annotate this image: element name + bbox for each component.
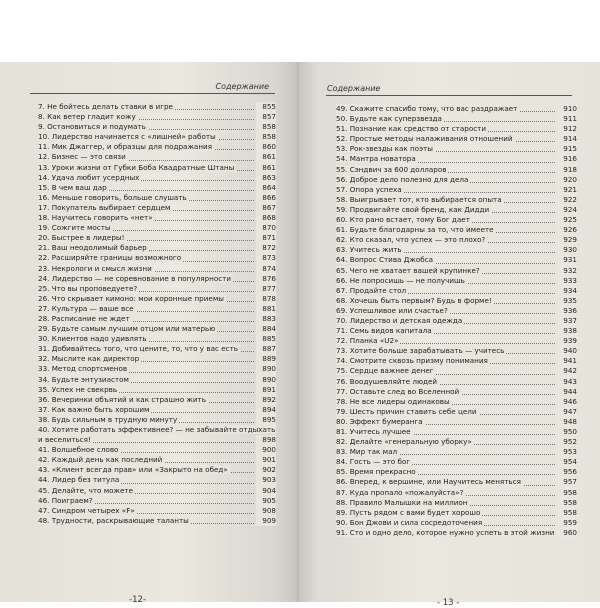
toc-entry-title: 24. Лидерство — не соревнование в популярности <box>38 273 232 283</box>
toc-entry-page: 944 <box>557 387 577 397</box>
toc-entry-title: 76. Воодушевляйте людей <box>336 376 438 386</box>
toc-entry <box>336 477 577 487</box>
toc-entry-page: 881 <box>256 304 276 314</box>
toc-entry-title: 36. Вечеринки объятий и как страшно жить <box>38 394 206 404</box>
toc-entry-page: 861 <box>256 163 276 173</box>
toc-entry <box>336 447 577 457</box>
toc-entry-title: 18. Научитесь говорить «нет» <box>38 213 153 223</box>
toc-entry-title: 38. Будь сильным в трудную минуту <box>38 414 178 424</box>
toc-entry-page: 904 <box>256 486 276 496</box>
left-page <box>0 62 299 605</box>
toc-entry <box>336 508 577 518</box>
toc-entry <box>38 304 276 314</box>
toc-entry-title: 66. Не попросишь — не получишь <box>336 275 465 285</box>
toc-entry-title: 79. Шесть причин ставить себе цели <box>336 406 477 416</box>
toc-entry-title: 73. Хотите больше зарабатывать — учитесь <box>336 346 505 356</box>
toc-entry-page: 885 <box>256 334 276 344</box>
toc-entry-title: 20. Быстрее в лидеры! <box>38 233 125 243</box>
toc-entry-title: 17. Покупатель выбирает сердцем <box>38 202 171 212</box>
toc-entry <box>336 387 577 397</box>
toc-entry-page: 911 <box>557 114 577 124</box>
toc-entry-title: 43. «Клиент всегда прав» или «Закрыто на обед» <box>38 465 228 475</box>
toc-entry-page: 894 <box>256 405 276 415</box>
toc-entry-title: 90. Бон Джови и сила сосредоточения <box>336 517 483 527</box>
toc-entry <box>38 122 276 132</box>
toc-entry-page: 947 <box>557 407 577 417</box>
toc-entry-title: 15. В чем ваш дар <box>38 182 107 192</box>
toc-entry-title: 91. Сто и одно дело, которое нужно успеть в этой жизни <box>336 527 555 537</box>
toc-entry-page: 908 <box>256 506 276 516</box>
toc-entry-title: 42. Каждый день как последний <box>38 455 163 465</box>
toc-entry-title: 47. Синдром четырех «F» <box>38 505 135 515</box>
toc-entry <box>336 134 577 144</box>
toc-entry-title: 50. Будьте как суперзвезда <box>336 114 442 124</box>
toc-entry <box>38 264 276 274</box>
toc-entry <box>38 364 276 374</box>
toc-entry-title: 82. Делайте «генеральную уборку» <box>336 437 472 447</box>
toc-entry-page: 890 <box>256 375 276 385</box>
toc-entry <box>38 183 276 193</box>
toc-entry <box>336 245 577 255</box>
toc-entry-title: 78. Не все лидеры одинаковы <box>336 396 450 406</box>
toc-entry <box>38 314 276 324</box>
toc-entry-page: 876 <box>256 274 276 284</box>
toc-entry-page: 902 <box>256 465 276 475</box>
toc-entry <box>336 195 577 205</box>
toc-entry-title: 9. Остановиться и подумать <box>38 122 146 132</box>
toc-entry-page: 872 <box>256 243 276 253</box>
right-toc-list <box>336 104 577 538</box>
toc-entry-title: 54. Мантра новатора <box>336 154 416 164</box>
toc-entry-page: 941 <box>557 356 577 366</box>
right-page-header: Содержание <box>327 84 381 93</box>
toc-entry <box>336 498 577 508</box>
toc-entry <box>38 112 276 122</box>
toc-entry <box>336 346 577 356</box>
toc-entry-title: 28. Расписание не ждет <box>38 313 130 323</box>
toc-entry <box>38 415 276 425</box>
toc-entry-title: 11. Мик Джаггер, и образцы для подражания <box>38 142 213 152</box>
toc-entry <box>38 243 276 253</box>
toc-entry-title: 51. Познание как средство от старости <box>336 124 487 134</box>
toc-entry-page: 891 <box>256 385 276 395</box>
toc-entry-page: 870 <box>256 223 276 233</box>
toc-entry-page: 863 <box>256 173 276 183</box>
toc-entry-title: 88. Правило Малышки на миллион <box>336 497 468 507</box>
toc-entry-title: 26. Что скрывает кимоно: мои коронные приемы <box>38 293 224 303</box>
toc-entry <box>38 284 276 294</box>
toc-entry <box>336 225 577 235</box>
toc-entry-page: 933 <box>557 276 577 286</box>
toc-entry <box>336 114 577 124</box>
toc-entry <box>336 215 577 225</box>
toc-entry <box>38 274 276 284</box>
toc-entry-title: 30. Клиентов надо удивлять <box>38 334 147 344</box>
toc-entry-page: 934 <box>557 286 577 296</box>
toc-entry-page: 946 <box>557 397 577 407</box>
toc-entry <box>38 193 276 203</box>
toc-entry-page: 952 <box>557 437 577 447</box>
toc-entry-title: 40. Хотите работать эффективнее? — не забывайте отдыхать <box>38 425 276 434</box>
toc-entry <box>38 142 276 152</box>
toc-entry <box>336 326 577 336</box>
toc-entry-title: 52. Простые методы налаживания отношений <box>336 134 513 144</box>
toc-entry-title: 7. Не бойтесь делать ставки в игре <box>38 102 173 111</box>
toc-entry-page: 960 <box>557 528 577 538</box>
toc-entry <box>38 324 276 334</box>
toc-entry-title: 65. Чего не хватает вашей крупинке? <box>336 265 480 275</box>
toc-entry-page: 892 <box>256 395 276 405</box>
toc-entry-title: 70. Лидерство и детская одежда <box>336 315 463 325</box>
toc-entry <box>38 435 276 445</box>
toc-entry <box>38 163 276 173</box>
toc-entry-page: 950 <box>557 427 577 437</box>
toc-entry-title: 37. Как важно быть хорошим <box>38 404 150 414</box>
toc-entry <box>336 104 577 114</box>
toc-entry-page: 868 <box>256 213 276 223</box>
toc-entry-page: 867 <box>256 203 276 213</box>
toc-entry-page: 871 <box>256 233 276 243</box>
toc-entry-page: 938 <box>557 326 577 336</box>
toc-entry <box>336 124 577 134</box>
toc-entry-title: 22. Расширяйте границы возможного <box>38 253 182 263</box>
toc-entry <box>336 467 577 477</box>
toc-entry-page: 889 <box>256 354 276 364</box>
toc-entry-title: 10. Лидерство начинается с «лишней» работы <box>38 132 216 142</box>
toc-entry-title: 55. Сэндвич за 600 долларов <box>336 164 447 174</box>
toc-entry-title: 77. Оставьте след во Вселенной <box>336 386 460 396</box>
toc-entry-title: 64. Вопрос Стива Джобса <box>336 255 434 265</box>
toc-entry-page: 901 <box>256 455 276 465</box>
toc-entry-title: 71. Семь видов капитала <box>336 326 432 336</box>
toc-entry-page: 874 <box>256 264 276 274</box>
toc-entry-title: 62. Кто сказал, что успех — это плохо? <box>336 235 486 245</box>
toc-entry-title: 49. Скажите спасибо тому, что вас раздражает <box>336 104 518 113</box>
toc-entry-title: 14. Удача любит усердных <box>38 172 140 182</box>
toc-entry-page: 924 <box>557 205 577 215</box>
toc-entry <box>336 377 577 387</box>
toc-entry-title: 67. Продайте стол <box>336 285 407 295</box>
left-page-header: Содержание <box>215 82 269 91</box>
toc-entry-page: 909 <box>256 516 276 526</box>
toc-entry-page: 914 <box>557 134 577 144</box>
toc-entry <box>38 405 276 415</box>
toc-entry <box>38 425 276 435</box>
toc-entry <box>336 356 577 366</box>
toc-entry-title: 31. Добивайтесь того, что цените, то, что у вас есть <box>38 344 239 354</box>
toc-entry <box>38 465 276 475</box>
toc-entry-title: 23. Некрологи и смысл жизни <box>38 263 152 273</box>
toc-entry-page: 958 <box>557 498 577 508</box>
toc-entry-title: 53. Рок-звезды как поэты <box>336 144 433 154</box>
toc-entry-page: 956 <box>557 467 577 477</box>
left-header-rule <box>30 93 275 94</box>
toc-entry-page: 910 <box>557 104 577 114</box>
toc-entry <box>336 336 577 346</box>
toc-entry-page: 937 <box>557 316 577 326</box>
right-header-rule <box>326 95 572 96</box>
toc-entry <box>38 475 276 485</box>
toc-entry <box>38 233 276 243</box>
toc-entry <box>336 175 577 185</box>
toc-entry <box>336 255 577 265</box>
toc-entry-title: 61. Будьте благодарны за то, что имеете <box>336 225 494 235</box>
toc-entry-title: 19. Сожгите мосты <box>38 223 111 233</box>
toc-entry-title: 34. Будьте энтузиастом <box>38 374 129 384</box>
toc-entry-page: 936 <box>557 306 577 316</box>
toc-entry <box>336 276 577 286</box>
toc-entry-title: 58. Выигрывает тот, кто выбирается опыта <box>336 194 502 204</box>
toc-entry-page: 939 <box>557 336 577 346</box>
toc-entry-page: 878 <box>256 294 276 304</box>
toc-entry-page: 861 <box>256 152 276 162</box>
toc-entry <box>38 253 276 263</box>
toc-entry-title: 87. Куда пропало «пожалуйста»? <box>336 487 464 497</box>
toc-entry-page: 860 <box>256 142 276 152</box>
toc-entry-title: 13. Уроки жизни от Губки Боба Квадратные Штаны <box>38 162 235 172</box>
toc-entry-page: 954 <box>557 457 577 467</box>
toc-entry-title: 68. Хочешь быть первым? Будь в форме! <box>336 295 492 305</box>
toc-entry-page: 921 <box>557 185 577 195</box>
toc-entry-page: 930 <box>557 245 577 255</box>
toc-entry <box>336 296 577 306</box>
toc-entry <box>38 203 276 213</box>
toc-entry-title: 45. Делайте, что можете <box>38 485 134 495</box>
toc-entry-page: 922 <box>557 195 577 205</box>
toc-entry <box>38 445 276 455</box>
toc-entry-title: 74. Смотрите сквозь призму понимания <box>336 356 488 366</box>
left-toc-list <box>38 102 276 526</box>
toc-entry-page: 905 <box>256 496 276 506</box>
toc-entry-page: 864 <box>256 183 276 193</box>
book-gutter <box>297 62 301 602</box>
toc-entry-title: 16. Меньше говорить, больше слушать <box>38 192 187 202</box>
toc-entry <box>38 102 276 112</box>
toc-entry-title: 12. Бизнес — это связи <box>38 152 126 162</box>
toc-entry-title: 72. Планка «U2» <box>336 336 399 346</box>
toc-entry-page: 900 <box>256 445 276 455</box>
toc-entry <box>336 154 577 164</box>
toc-entry <box>336 235 577 245</box>
toc-entry-page: 873 <box>256 253 276 263</box>
toc-entry-title: 69. Успешливое или счастье? <box>336 305 448 315</box>
toc-entry-title: 81. Учитесь лучшее <box>336 427 411 436</box>
toc-entry-title: 63. Учитесь жить <box>336 245 402 255</box>
toc-entry-page: 958 <box>557 508 577 518</box>
toc-entry <box>38 294 276 304</box>
toc-entry-page: 926 <box>557 225 577 235</box>
toc-entry-title: 46. Поиграем? <box>38 495 93 505</box>
toc-entry-title: и веселиться! <box>38 435 91 445</box>
toc-entry-page: 918 <box>557 165 577 175</box>
toc-entry-title: 21. Ваш неодолимый барьер <box>38 243 147 253</box>
toc-entry-page: 912 <box>557 124 577 134</box>
toc-entry-title: 41. Волшебное слово <box>38 445 119 455</box>
toc-entry-title: 59. Продвигайте свой бренд, как Дидди <box>336 204 490 214</box>
toc-entry-page: 866 <box>256 193 276 203</box>
toc-entry-title: 48. Трудности, раскрывающие таланты <box>38 515 189 525</box>
toc-entry <box>38 152 276 162</box>
toc-entry <box>38 334 276 344</box>
toc-entry <box>38 385 276 395</box>
toc-entry-title: 44. Лидер без титула <box>38 475 120 485</box>
toc-entry-page: 915 <box>557 144 577 154</box>
toc-entry-page: 959 <box>557 518 577 528</box>
toc-entry-title: 27. Культура — ваше все <box>38 303 134 313</box>
toc-entry-title: 86. Вперед, к вершине, или Научитесь меняться <box>336 477 521 487</box>
toc-entry <box>38 375 276 385</box>
toc-entry <box>336 205 577 215</box>
toc-entry <box>336 488 577 498</box>
toc-entry-title: 33. Метод спортсменов <box>38 364 128 374</box>
toc-entry <box>38 455 276 465</box>
toc-entry-page: 877 <box>256 284 276 294</box>
toc-entry-page: 920 <box>557 175 577 185</box>
toc-entry <box>38 516 276 526</box>
toc-entry <box>336 518 577 528</box>
toc-entry-page: 916 <box>557 154 577 164</box>
toc-entry <box>336 427 577 437</box>
toc-entry-title: 89. Пусть рядом с вами будет хорошо <box>336 507 481 517</box>
toc-entry <box>336 528 577 538</box>
toc-entry-page: 932 <box>557 266 577 276</box>
toc-entry <box>336 165 577 175</box>
toc-entry <box>38 506 276 516</box>
toc-entry <box>38 213 276 223</box>
toc-entry <box>38 496 276 506</box>
toc-entry-page: 957 <box>557 477 577 487</box>
toc-entry <box>336 306 577 316</box>
toc-entry-page: 958 <box>557 488 577 498</box>
toc-entry-page: 942 <box>557 366 577 376</box>
toc-entry-page: 940 <box>557 346 577 356</box>
left-page-number: -12- <box>129 595 146 605</box>
toc-entry-page: 953 <box>557 447 577 457</box>
toc-entry-page: 948 <box>557 417 577 427</box>
toc-entry <box>38 344 276 354</box>
toc-entry <box>336 286 577 296</box>
toc-entry-page: 925 <box>557 215 577 225</box>
toc-entry-title: 80. Эффект бумеранга <box>336 416 423 426</box>
toc-entry-page: 857 <box>256 112 276 122</box>
toc-entry-page: 887 <box>256 344 276 354</box>
toc-entry-page: 929 <box>557 235 577 245</box>
toc-entry <box>336 316 577 326</box>
toc-entry-title: 85. Время прекрасно <box>336 467 416 477</box>
toc-entry-title: 25. Что вы проповедуете? <box>38 283 138 293</box>
right-page <box>299 62 600 608</box>
toc-entry <box>38 486 276 496</box>
toc-entry-page: 890 <box>256 364 276 374</box>
toc-entry-title: 57. Опора успеха <box>336 184 402 194</box>
toc-entry-page: 931 <box>557 255 577 265</box>
toc-entry-page: 855 <box>256 102 276 112</box>
toc-entry-title: 29. Будьте самым лучшим отцом или матерью <box>38 324 216 334</box>
toc-entry-page: 858 <box>256 132 276 142</box>
toc-entry-page: 883 <box>256 314 276 324</box>
toc-entry-page: 898 <box>256 435 276 445</box>
toc-entry <box>38 173 276 183</box>
toc-entry-title: 75. Сердце важнее денег <box>336 366 434 376</box>
toc-entry <box>38 395 276 405</box>
toc-entry <box>38 223 276 233</box>
toc-entry-title: 56. Доброе дело полезно для дела <box>336 174 469 184</box>
toc-entry <box>336 407 577 417</box>
toc-entry-title: 35. Успех не свекрвь <box>38 384 118 394</box>
toc-entry <box>336 417 577 427</box>
toc-entry <box>336 185 577 195</box>
toc-entry <box>336 144 577 154</box>
toc-entry <box>38 354 276 364</box>
toc-entry-title: 84. Гость — это бог <box>336 457 411 467</box>
toc-entry <box>336 397 577 407</box>
toc-entry-page: 943 <box>557 377 577 387</box>
toc-entry <box>336 457 577 467</box>
toc-entry-page: 884 <box>256 324 276 334</box>
toc-entry-title: 60. Кто рано встает, тому Бог дает <box>336 215 470 225</box>
toc-entry-page: 935 <box>557 296 577 306</box>
toc-entry-page: 895 <box>256 415 276 425</box>
toc-entry-title: 32. Мыслите как директор <box>38 354 140 364</box>
toc-entry-page: 903 <box>256 475 276 485</box>
toc-entry <box>336 366 577 376</box>
toc-entry <box>336 266 577 276</box>
toc-entry-title: 8. Как ветер гладит кожу <box>38 112 136 122</box>
toc-entry-title: 83. Мир так мал <box>336 447 398 457</box>
right-page-number: - 13 - <box>437 598 460 608</box>
toc-entry-page: 858 <box>256 122 276 132</box>
toc-entry <box>38 132 276 142</box>
toc-entry <box>336 437 577 447</box>
